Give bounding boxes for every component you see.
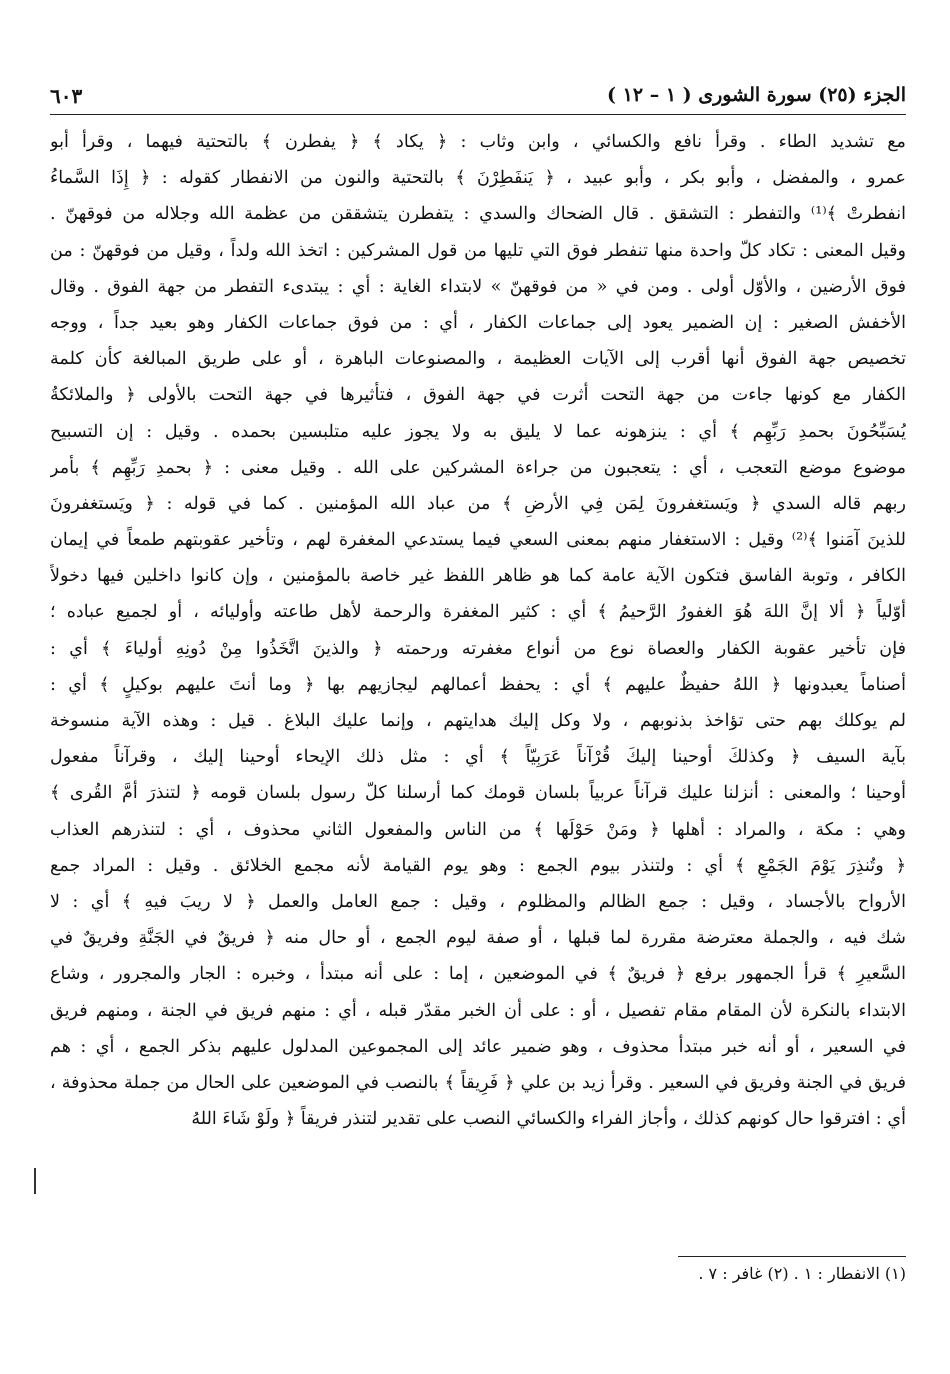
text-line: بآية السيف ﴿ وكذلكَ أوحينا إليكَ قُرْآناً عَرَبِيّاً ﴾ أي : مثل ذلك الإيحاء أوحينا إليك ، وقرآناً مفعول	[50, 747, 906, 768]
margin-mark	[34, 1168, 36, 1194]
text-line: عمرو ، والمفضل ، وأبو بكر ، وأبو عبيد ، ﴿ يَنفَطِرْنَ ﴾ بالتحتية والنون من الانفطار كقوله : ﴿ إِذَا السَّماءُ	[50, 168, 906, 189]
text-line: أوّلياً ﴿ ألا إنَّ اللهَ هُوَ الغفورُ الرَّحيمُ ﴾ أي : كثير المغفرة والرحمة لأهل طاعته وأوليائه ، أو لجميع عباده ؛	[50, 602, 906, 623]
text-line: تخصيص جهة الفوق أنها أقرب إلى الآيات العظيمة ، والمصنوعات الباهرة ، أو على طريق المبالغة كأن كلمة	[50, 349, 906, 370]
text-line: فإن تأخير عقوبة الكفار والعصاة نوع من أنواع مغفرته ورحمته ﴿ والذينَ اتَّخَذُوا مِنْ دُونِهِ أولياءَ ﴾ أي :	[50, 638, 906, 659]
text-line: وهي : مكة ، والمراد : أهلها ﴿ ومَنْ حَوْلَها ﴾ من الناس والمفعول الثاني محذوف ، أي : لتنذرهم العذاب	[50, 819, 906, 840]
text-line: الكفار مع كونها جاءت من جهة التحت أثرت في جهة الفوق ، فتأثيرها في جهة التحت بالأولى ﴿ والملائكةُ	[50, 385, 906, 406]
text-line: شك فيه ، والجملة معترضة مقررة لما قبلها ، أو صفة ليوم الجمع ، أو حال منه ﴿ فريقٌ في الجَنَّةِ وفريقٌ في	[50, 928, 906, 949]
text-line: لم يوكلك بهم حتى تؤاخذ بذنوبهم ، ولا وكل إليك هدايتهم ، وإنما عليك البلاغ . قيل : وهذه الآية منسوخة	[50, 711, 906, 731]
text-line: أوحينا ؛ والمعنى : أنزلنا عليك قرآناً عربياً بلسان قومك كما أرسلنا كلّ رسول بلسان قومه ﴿ لتنذرَ أمَّ القُرى ﴾	[50, 783, 906, 804]
text-line: مع تشديد الطاء . وقرأ نافع والكسائي ، وابن وثاب : ﴿ يكاد ﴾ ﴿ يفطرن ﴾ بالتحتية فيهما ، وقرأ أبو	[50, 132, 906, 152]
text-line: انفطرتْ ﴾⁽¹⁾ والتفطر : التشقق . قال الضحاك والسدي : يتفطرن يتشققن من عظمة الله وجلاله من فوقهنّ .	[50, 204, 906, 225]
text-line: أصناماً يعبدونها ﴿ اللهُ حفيظٌ عليهم ﴾ أي : يحفظ أعمالهم ليجازيهم بها ﴿ وما أنتَ عليهم بوكيلٍ ﴾ أي :	[50, 674, 906, 695]
text-line: موضوع موضع التعجب ، أي : يتعجبون من جراءة المشركين على الله . وقيل معنى : ﴿ بحمدِ رَبِّهِم ﴾ بأمر	[50, 457, 906, 478]
text-line: وقيل المعنى : تكاد كلّ واحدة منها تنفطر فوق التي تليها من قول المشركين : اتخذ الله ولداً ، وقيل من فوقهنّ : من	[50, 240, 906, 261]
text-line: يُسَبِّحُونَ بحمدِ رَبِّهِم ﴾ أي : ينزهونه عما لا يليق به ولا يجوز عليه متلبسين بحمده . وقيل : إن التسبيح	[50, 421, 906, 442]
text-line: فريق في الجنة وفريق في السعير . وقرأ زيد بن علي ﴿ فَرِيقاً ﴾ بالنصب في الموضعين على الحال من جملة محذوفة ،	[50, 1072, 906, 1093]
text-line: الابتداء بالنكرة لأن المقام مقام تفصيل ، أو : على أن الخبر مقدّر قبله ، أي : منهم فريق في الجنة ، ومنهم فريق	[50, 1000, 906, 1021]
text-line: ﴿ وتُنذِرَ يَوْمَ الجَمْعِ ﴾ أي : ولتنذر بيوم الجمع : وهو يوم القيامة لأنه مجمع الخلائق . وقيل : المراد جمع	[50, 855, 906, 876]
running-header-title: الجزء (٢٥) سورة الشورى ( ١ – ١٢ )	[607, 84, 906, 106]
text-line: فوق الأرضين ، والأوّل أولى . ومن في « من فوقهنّ » لابتداء الغاية : أي : يبتدىء التفطر من جهة الفوق . وقال	[50, 276, 906, 297]
text-line: للذينَ آمَنوا ﴾⁽²⁾ وقيل : الاستغفار منهم بمعنى السعي فيما يستدعي المغفرة لهم ، وتأخير عقوبتهم طمعاً في إيمان	[50, 530, 906, 551]
page-number: ٦٠٣	[50, 84, 83, 108]
text-line: في السعير ، أو أنه خبر مبتدأ محذوف ، وهو ضمير عائد إلى المجموعين المدلول عليهم بذكر الجمع ، أي : هم	[50, 1036, 906, 1057]
text-line: الكافر ، وتوبة الفاسق فتكون الآية عامة كما هو ظاهر اللفظ غير خاصة بالمؤمنين ، وإن كانوا داخلين فيها دخولاً	[50, 566, 906, 587]
footnote-rule	[678, 1256, 906, 1257]
text-line: السَّعيرِ ﴾ قرأ الجمهور برفع ﴿ فريقٌ ﴾ في الموضعين ، إما : على أنه مبتدأ ، وخبره : الجار والمجرور ، وشاع	[50, 964, 906, 985]
text-line: الأخفش الصغير : إن الضمير يعود إلى جماعات الكفار ، أي : من فوق جماعات الكفار وهو بعيد جداً ، ووجه	[50, 312, 906, 333]
footnote-area	[50, 0, 906, 1374]
text-line: أي : افترقوا حال كونهم كذلك ، وأجاز الفراء والكسائي النصب على تقدير لتنذر فريقاً ﴿ ولَوْ شَاءَ اللهُ	[191, 1109, 906, 1130]
text-line: ربهم قاله السدي ﴿ ويَستغفرونَ لِمَن فِي الأرضِ ﴾ من عباد الله المؤمنين . كما في قوله : ﴿ ويَستغفرونَ	[50, 493, 906, 514]
text-line: الأرواح بالأجساد ، وقيل : جمع الظالم والمظلوم ، وقيل : جمع العامل والعمل ﴿ لا ريبَ فيهِ ﴾ أي : لا	[50, 891, 906, 912]
footnote: (١) الانفطار : ١ . (٢) غافر : ٧ .	[698, 1264, 906, 1283]
